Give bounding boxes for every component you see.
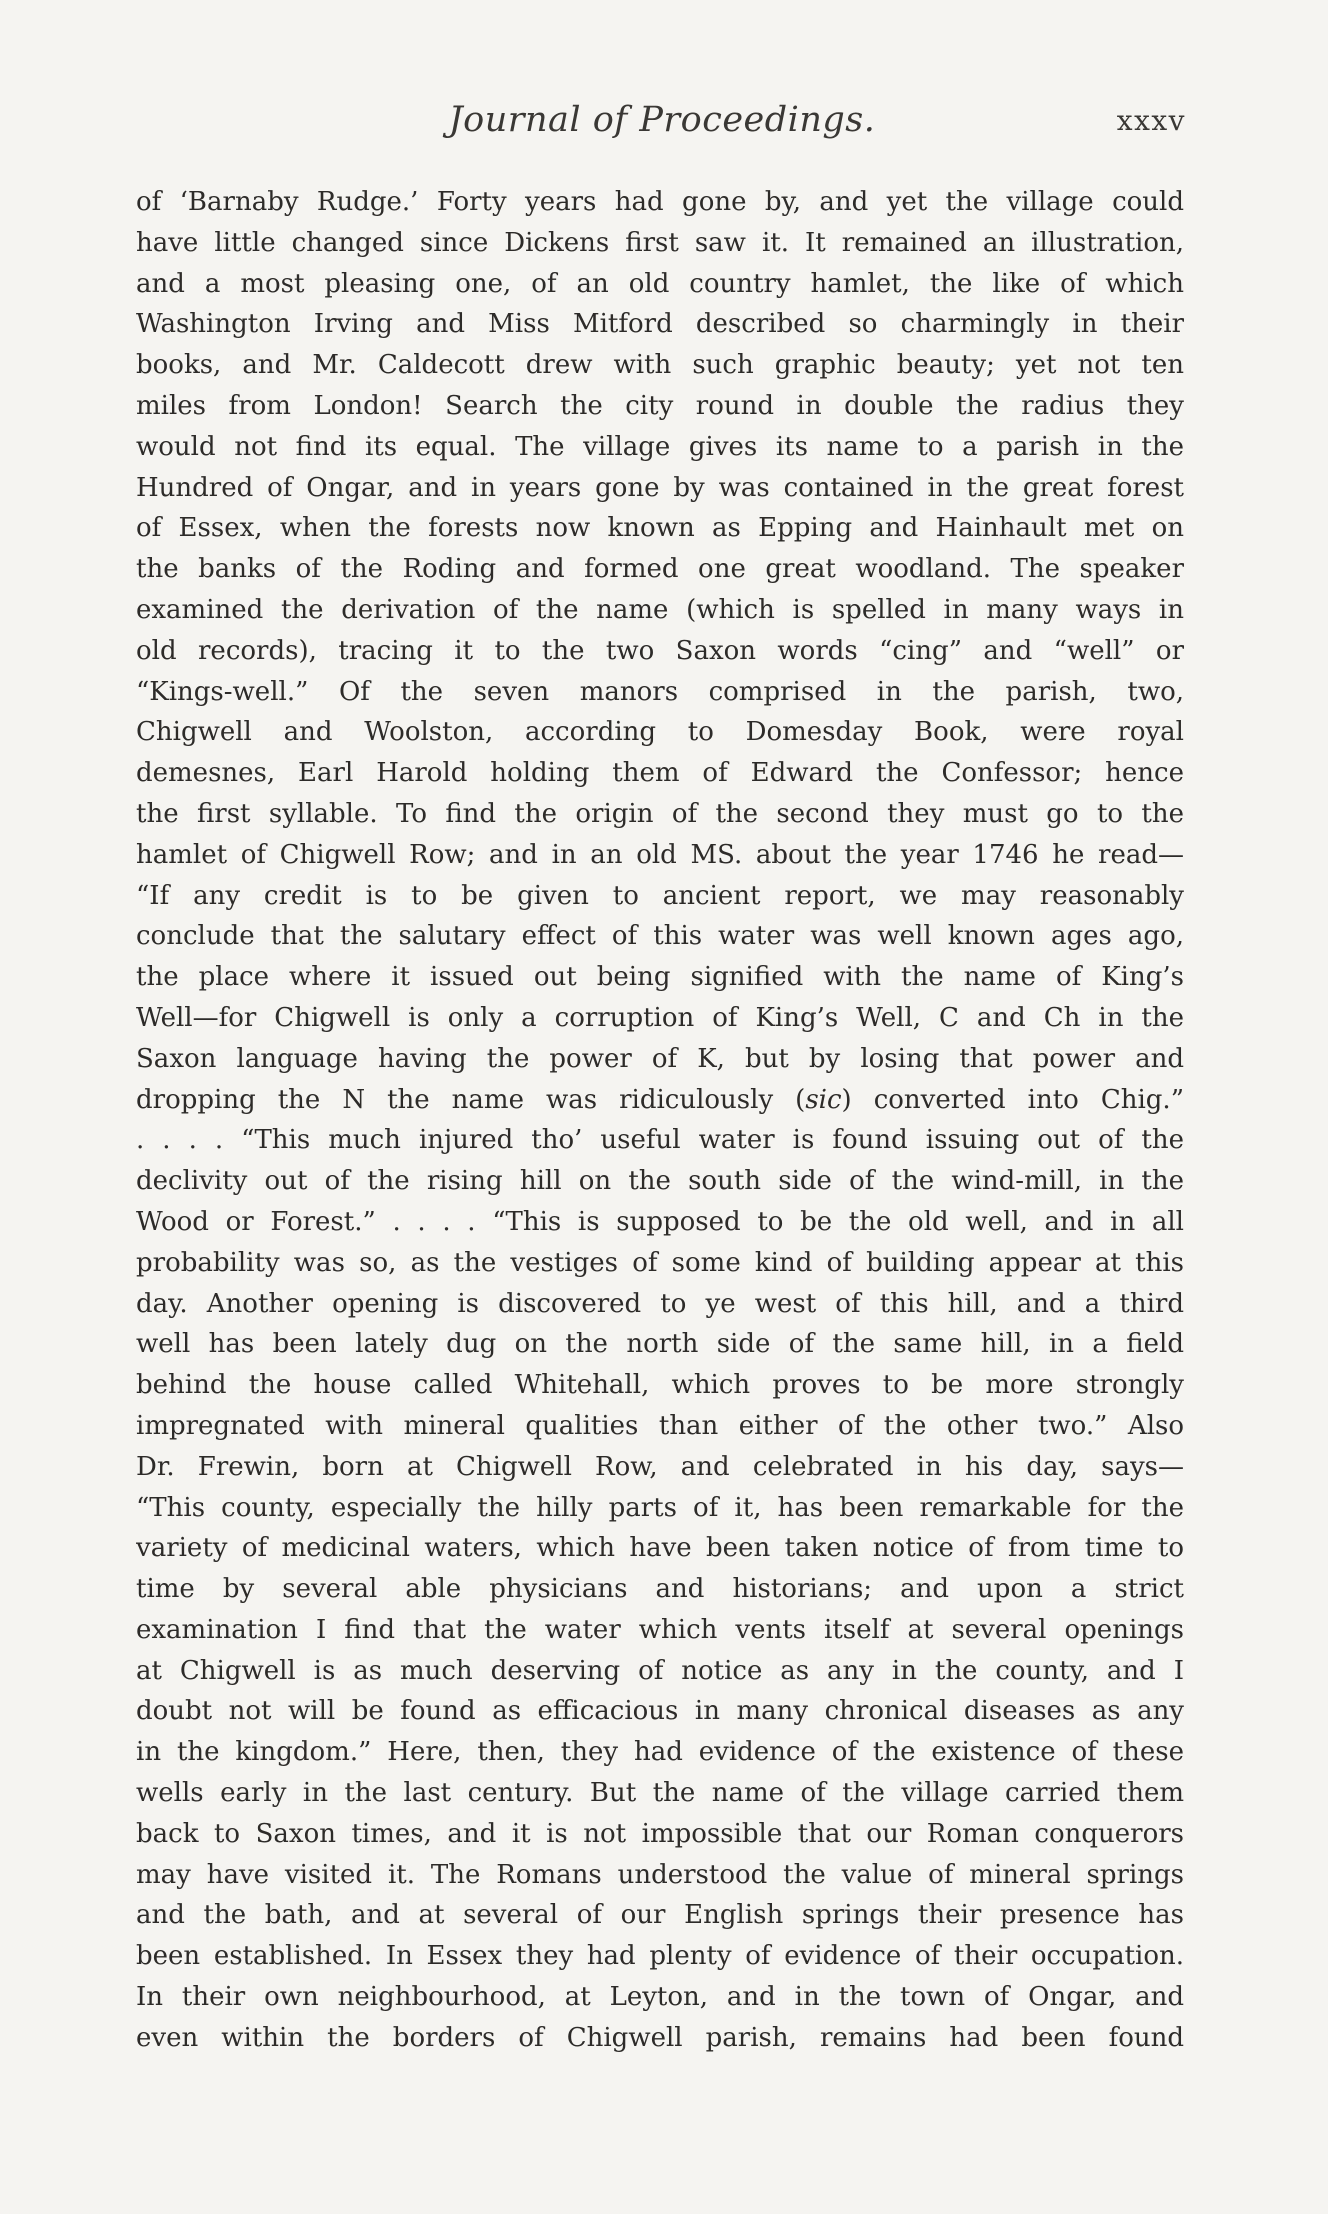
text-line: the place where it issued out being signified with the name of King’s bbox=[136, 962, 1184, 993]
text-line: behind the house called Whitehall, which proves to be more strongly bbox=[136, 1370, 1184, 1401]
text-line: would not find its equal. The village gives its name to a parish in the bbox=[136, 431, 1184, 462]
text-line: “If any credit is to be given to ancient report, we may reasonably bbox=[136, 880, 1184, 911]
text-line: examined the derivation of the name (which is spelled in many ways in bbox=[136, 594, 1184, 625]
text-line: of Essex, when the forests now known as Epping and Hainhault met on bbox=[136, 513, 1184, 544]
text-line: Chigwell and Woolston, according to Domesday Book, were royal bbox=[136, 717, 1184, 748]
text-line: “Kings-well.” Of the seven manors comprised in the parish, two, bbox=[136, 676, 1184, 707]
text-line: the banks of the Roding and formed one great woodland. The speaker bbox=[136, 554, 1184, 585]
text-line: Dr. Frewin, born at Chigwell Row, and celebrated in his day, says— bbox=[136, 1451, 1184, 1482]
text-line: old records), tracing it to the two Saxon words “cing” and “well” or bbox=[136, 635, 1184, 666]
text-line: the first syllable. To find the origin of the second they must go to the bbox=[136, 798, 1184, 829]
text-line: Wood or Forest.” . . . . “This is supposed to be the old well, and in all bbox=[136, 1206, 1184, 1237]
page-number: xxxv bbox=[1116, 104, 1186, 137]
text-line: “This county, especially the hilly parts of it, has been remarkable for the bbox=[136, 1492, 1184, 1523]
text-line: hamlet of Chigwell Row; and in an old MS. about the year 1746 he read— bbox=[136, 839, 1184, 870]
text-line: have little changed since Dickens first saw it. It remained an illustration, bbox=[136, 227, 1184, 258]
text-line: may have visited it. The Romans understood the value of mineral springs bbox=[136, 1859, 1184, 1890]
text-line: in the kingdom.” Here, then, they had evidence of the existence of these bbox=[136, 1737, 1184, 1768]
text-line: dropping the N the name was ridiculously (sic) converted into Chig.” bbox=[136, 1084, 1184, 1115]
text-line: back to Saxon times, and it is not impossible that our Roman conquerors bbox=[136, 1818, 1184, 1849]
text-line: books, and Mr. Caldecott drew with such graphic beauty; yet not ten bbox=[136, 350, 1184, 381]
text-line: doubt not will be found as efficacious in many chronical diseases as any bbox=[136, 1696, 1184, 1727]
text-line: In their own neighbourhood, at Leyton, and in the town of Ongar, and bbox=[136, 1982, 1184, 2013]
text-line: examination I find that the water which vents itself at several openings bbox=[136, 1614, 1184, 1645]
text-line: impregnated with mineral qualities than either of the other two.” Also bbox=[136, 1410, 1184, 1441]
text-line: variety of medicinal waters, which have been taken notice of from time to bbox=[136, 1533, 1184, 1564]
text-line: Saxon language having the power of K, but by losing that power and bbox=[136, 1043, 1184, 1074]
text-line: Well—for Chigwell is only a corruption of King’s Well, C and Ch in the bbox=[136, 1002, 1184, 1033]
text-line: at Chigwell is as much deserving of notice as any in the county, and I bbox=[136, 1655, 1184, 1686]
text-line: even within the borders of Chigwell parish, remains had been found bbox=[136, 2022, 1184, 2053]
text-line: day. Another opening is discovered to ye west of this hill, and a third bbox=[136, 1288, 1184, 1319]
text-line: declivity out of the rising hill on the south side of the wind-mill, in the bbox=[136, 1166, 1184, 1197]
text-line: of ‘Barnaby Rudge.’ Forty years had gone by, and yet the village could bbox=[136, 187, 1184, 217]
body-paragraph bbox=[136, 182, 1184, 2059]
text-line: time by several able physicians and historians; and upon a strict bbox=[136, 1574, 1184, 1605]
text-line: demesnes, Earl Harold holding them of Edward the Confessor; hence bbox=[136, 758, 1184, 789]
text-line: conclude that the salutary effect of this water was well known ages ago, bbox=[136, 921, 1184, 952]
text-line: Hundred of Ongar, and in years gone by was contained in the great forest bbox=[136, 472, 1184, 503]
page-header bbox=[138, 100, 1186, 156]
text-line: Washington Irving and Miss Mitford described so charmingly in their bbox=[136, 309, 1184, 340]
text-line: and a most pleasing one, of an old country hamlet, the like of which bbox=[136, 268, 1184, 299]
text-line: wells early in the last century. But the name of the village carried them bbox=[136, 1778, 1184, 1809]
text-line: been established. In Essex they had plenty of evidence of their occupation. bbox=[136, 1941, 1184, 1972]
text-line: well has been lately dug on the north side of the same hill, in a field bbox=[136, 1329, 1184, 1360]
text-line: probability was so, as the vestiges of some kind of building appear at this bbox=[136, 1247, 1184, 1278]
text-line: . . . . “This much injured tho’ useful water is found issuing out of the bbox=[136, 1125, 1184, 1156]
running-head: Journal of Proceedings. bbox=[448, 100, 876, 140]
text-line: and the bath, and at several of our English springs their presence has bbox=[136, 1900, 1184, 1931]
text-line: miles from London! Search the city round in double the radius they bbox=[136, 390, 1184, 421]
